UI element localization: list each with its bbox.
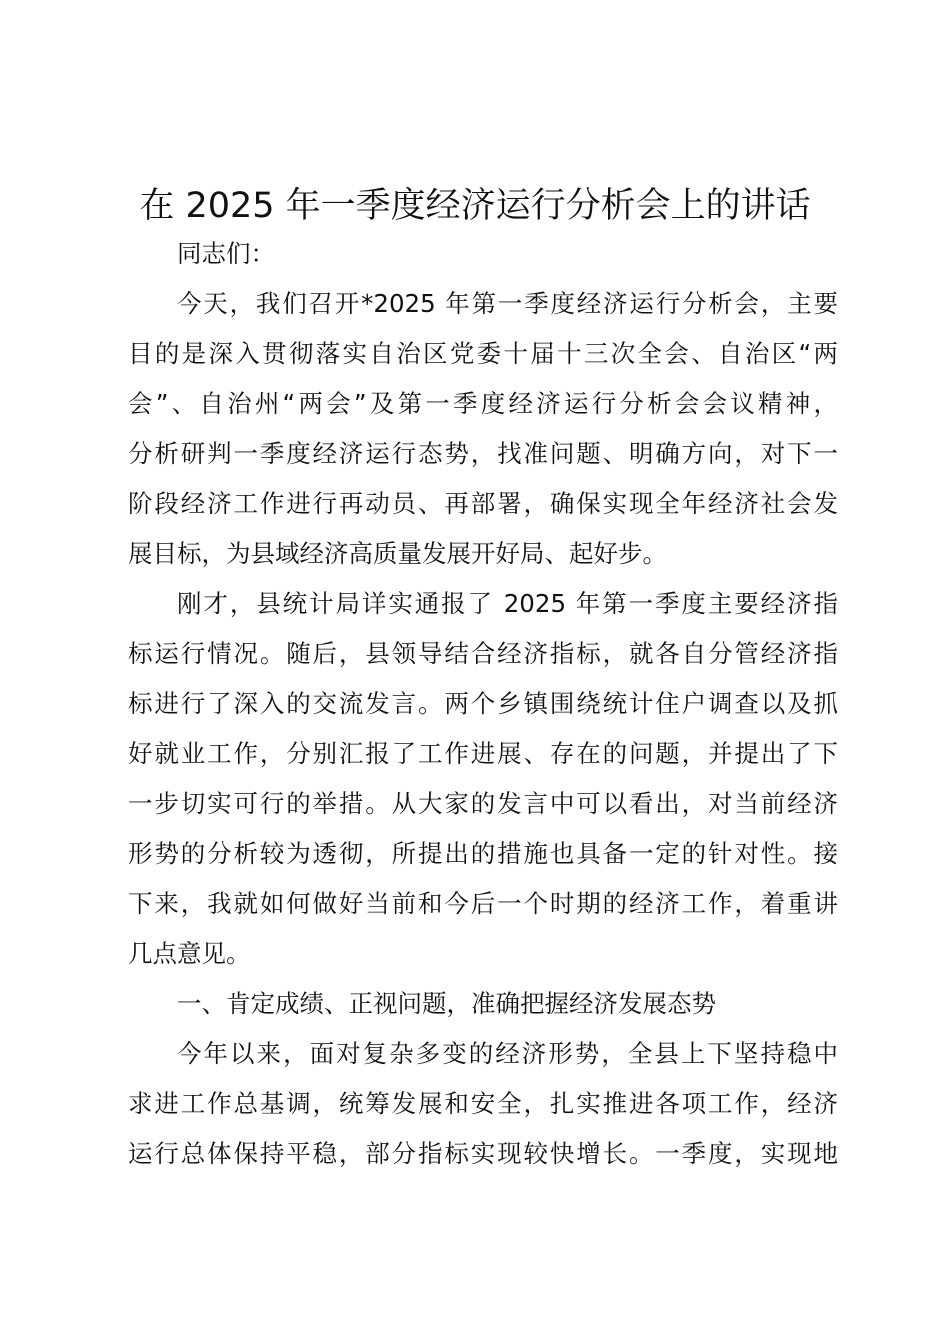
paragraph-line: 今年以来，面对复杂多变的经济形势，全县上下坚持稳中 [177, 1039, 838, 1068]
paragraph-line: 会”、自治州“两会”及第一季度经济运行分析会会议精神， [128, 389, 838, 418]
salutation: 同志们： [177, 239, 275, 268]
paragraph-line: 形势的分析较为透彻，所提出的措施也具备一定的针对性。接 [128, 839, 838, 868]
paragraph-line: 分析研判一季度经济运行态势，找准问题、明确方向，对下一 [128, 439, 838, 468]
paragraph-line: 阶段经济工作进行再动员、再部署，确保实现全年经济社会发 [128, 489, 838, 518]
paragraph-line: 好就业工作，分别汇报了工作进展、存在的问题，并提出了下 [128, 739, 838, 768]
paragraph-line: 运行总体保持平稳，部分指标实现较快增长。一季度，实现地 [128, 1139, 838, 1168]
paragraph-line: 一步切实可行的举措。从大家的发言中可以看出，对当前经济 [128, 789, 838, 818]
paragraph-line: 今天，我们召开*2025 年第一季度经济运行分析会，主要 [177, 289, 838, 318]
paragraph-line: 目的是深入贯彻落实自治区党委十届十三次全会、自治区“两 [128, 339, 838, 368]
paragraph-line: 标运行情况。随后，县领导结合经济指标，就各自分管经济指 [128, 639, 838, 668]
paragraph-line: 刚才，县统计局详实通报了 2025 年第一季度主要经济指 [177, 589, 838, 618]
paragraph-line: 几点意见。 [128, 939, 251, 968]
paragraph-line: 标进行了深入的交流发言。两个乡镇围绕统计住户调查以及抓 [128, 689, 838, 718]
paragraph-line: 下来，我就如何做好当前和今后一个时期的经济工作，着重讲 [128, 889, 838, 918]
document-title: 在 2025 年一季度经济运行分析会上的讲话 [139, 186, 811, 226]
paragraph-line: 求进工作总基调，统筹发展和安全，扎实推进各项工作，经济 [128, 1089, 838, 1118]
paragraph-line: 展目标，为县域经济高质量发展开好局、起好步。 [128, 539, 667, 568]
section-heading: 一、肯定成绩、正视问题，准确把握经济发展态势 [177, 989, 716, 1018]
